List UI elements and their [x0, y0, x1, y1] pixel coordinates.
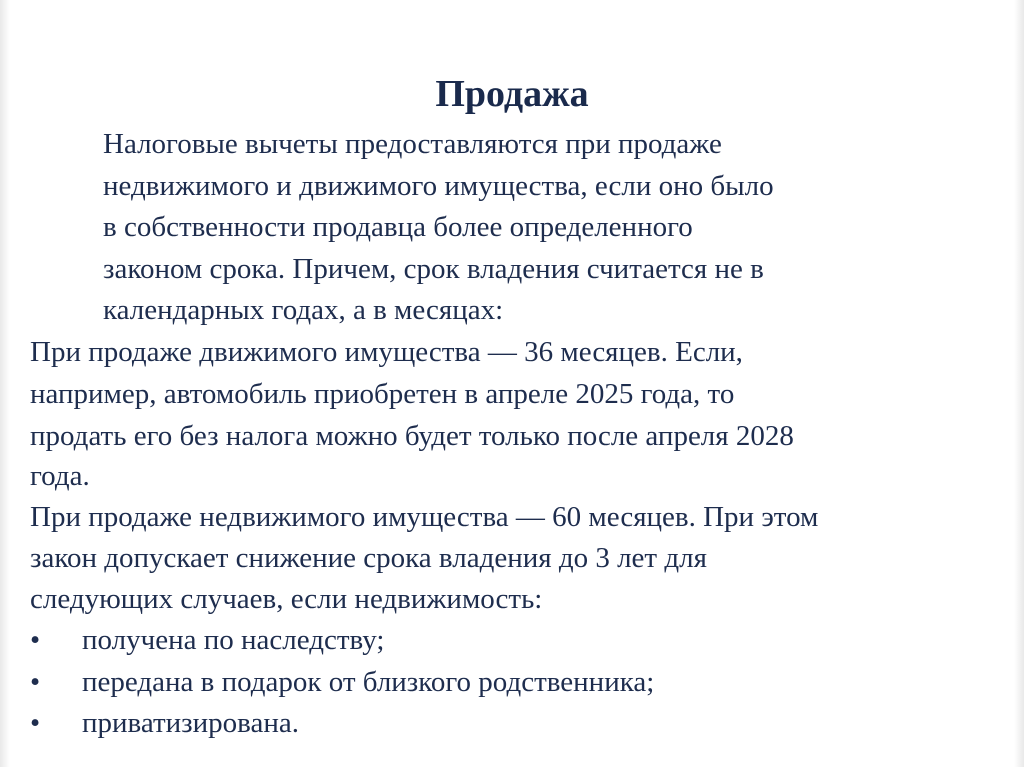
bullet-marker-1: • [30, 624, 41, 656]
bullet-marker-3: • [30, 707, 41, 739]
body-line-3: продать его без налога можно будет только после апреля 2028 [30, 420, 794, 452]
body-line-7: следующих случаев, если недвижимость: [30, 583, 543, 615]
body-line-4: года. [30, 460, 90, 492]
bullet-item-2: передана в подарок от близкого родственника; [82, 666, 655, 698]
intro-line-1: Налоговые вычеты предоставляются при продаже [103, 128, 722, 160]
slide-title: Продажа [435, 73, 589, 115]
body-line-6: закон допускает снижение срока владения до 3 лет для [30, 542, 707, 574]
bullet-item-3: приватизирована. [82, 707, 299, 739]
body-line-5: При продаже недвижимого имущества — 60 месяцев. При этом [30, 501, 819, 533]
body-line-1: При продаже движимого имущества — 36 месяцев. Если, [30, 336, 743, 368]
body-line-2: например, автомобиль приобретен в апреле 2025 года, то [30, 378, 735, 410]
bullet-item-1: получена по наследству; [82, 624, 385, 656]
bullet-marker-2: • [30, 666, 41, 698]
intro-line-5: календарных годах, а в месяцах: [103, 294, 504, 326]
intro-line-2: недвижимого и движимого имущества, если оно было [103, 170, 774, 202]
intro-line-3: в собственности продавца более определенного [103, 211, 693, 243]
intro-line-4: законом срока. Причем, срок владения считается не в [103, 253, 764, 285]
